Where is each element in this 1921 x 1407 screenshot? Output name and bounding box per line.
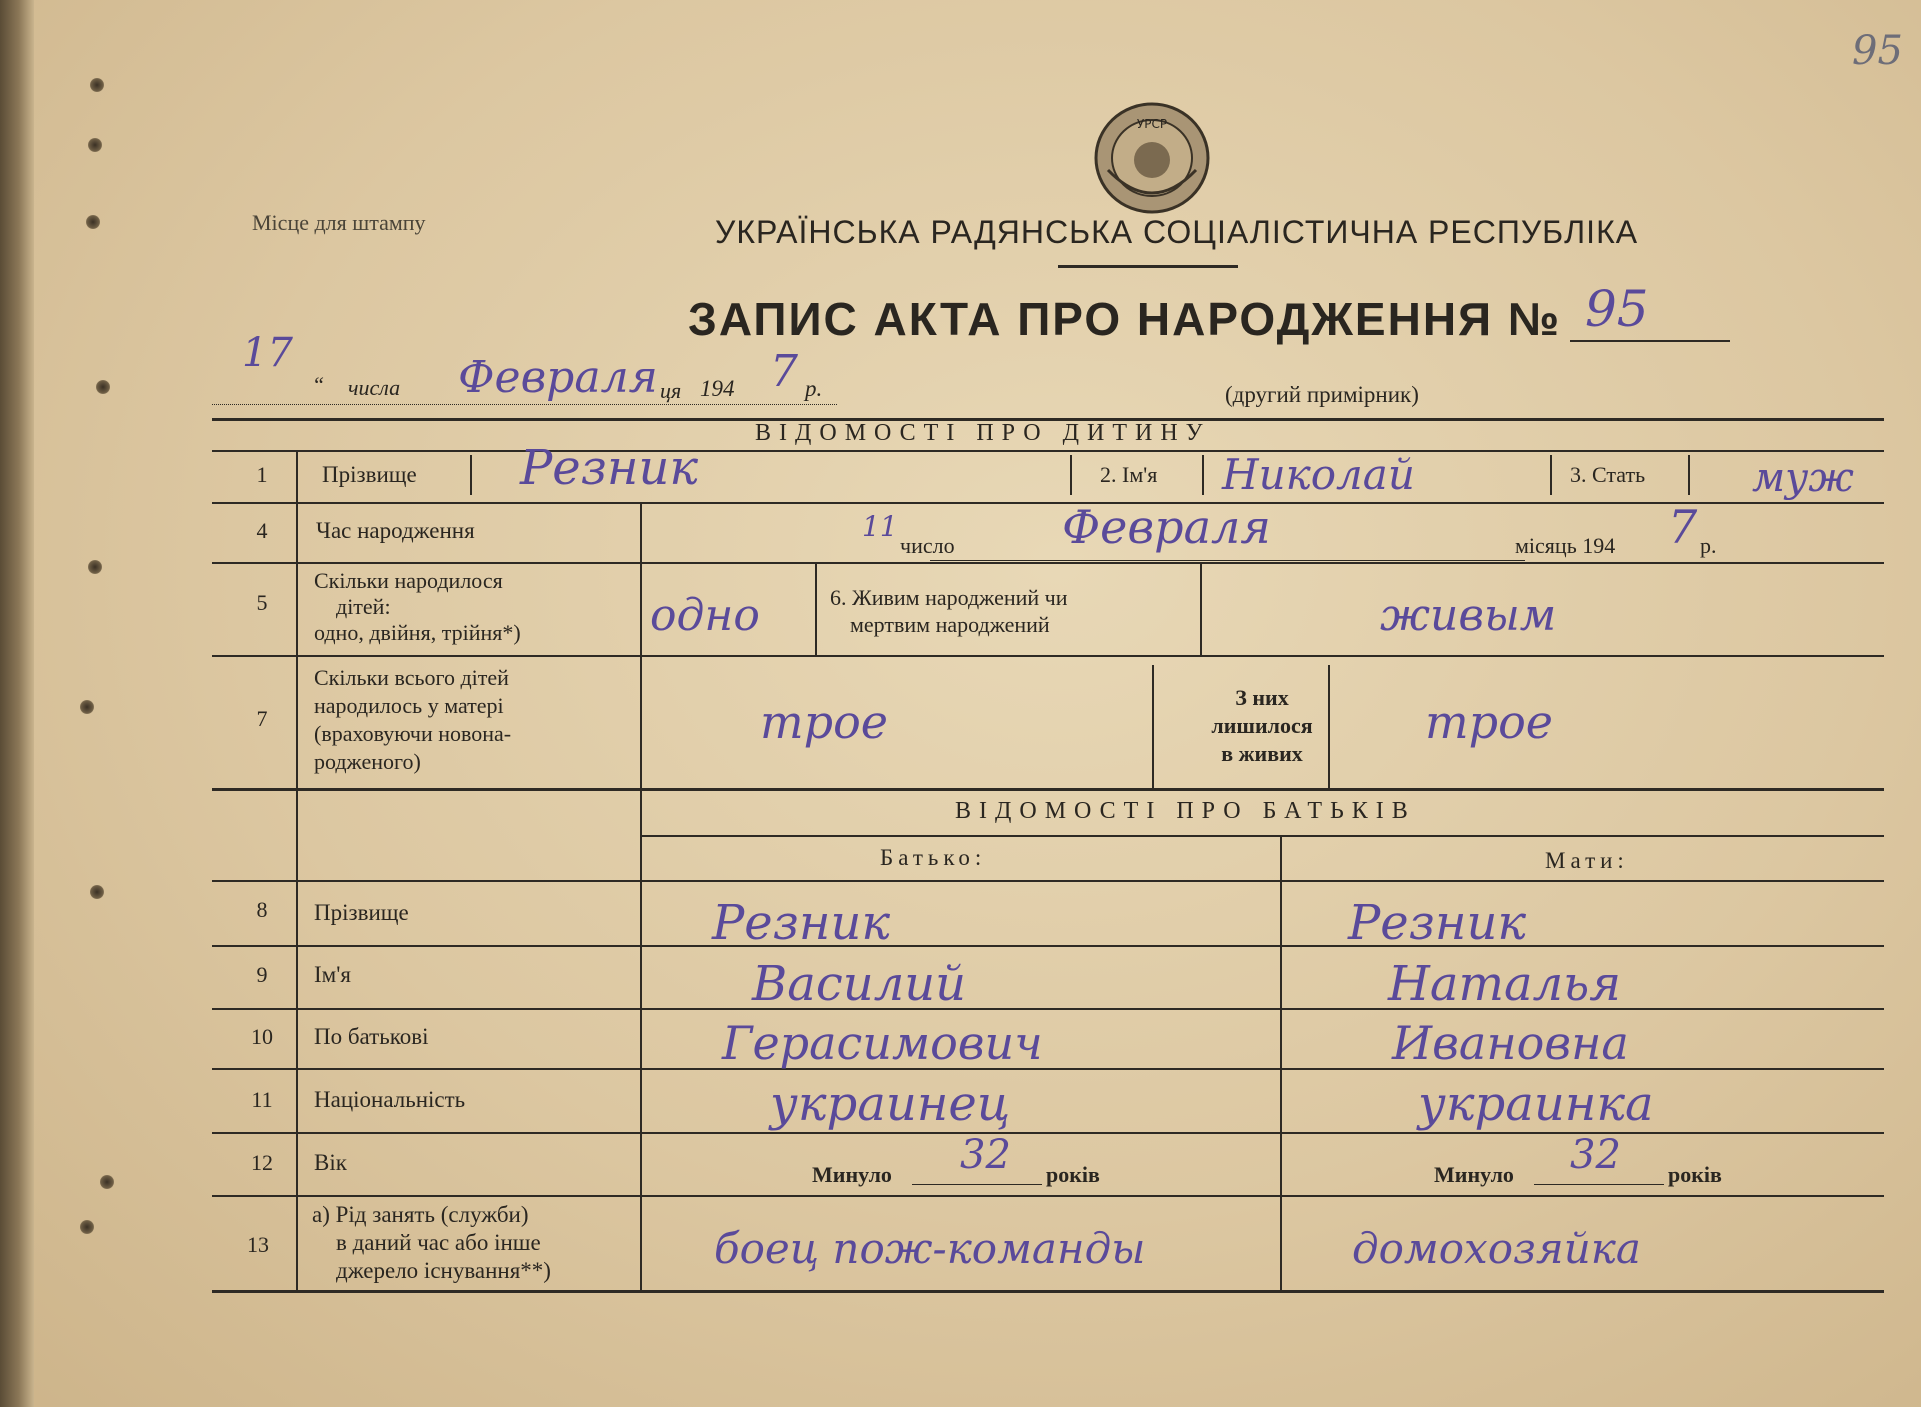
col-border [1280, 835, 1282, 1290]
col-border [815, 562, 817, 655]
birth-year-digit: 7 [1668, 500, 1698, 554]
name-label: 2. Ім'я [1100, 462, 1158, 487]
binding-hole [88, 138, 102, 152]
birth-chyslo-label: число [900, 533, 955, 558]
father-age-suffix: років [1046, 1162, 1100, 1187]
father-age-value: 32 [960, 1132, 1011, 1178]
child-name-value: Николай [1222, 450, 1415, 499]
row-border [212, 880, 642, 882]
record-title: ЗАПИС АКТА ПРО НАРОДЖЕННЯ № [688, 293, 1562, 345]
row-border [212, 1008, 1884, 1010]
sex-label: 3. Стать [1570, 462, 1646, 487]
col-border [1202, 455, 1204, 495]
total-label-4: родженого) [314, 749, 421, 774]
date-year-digit: 7 [770, 346, 798, 397]
row-border [212, 562, 1884, 564]
mother-surname-value: Резник [1348, 895, 1527, 951]
occupation-label-2: в даний час або інше [336, 1230, 541, 1255]
father-patronymic-value: Герасимович [722, 1016, 1043, 1070]
father-surname-value: Резник [712, 895, 891, 951]
date-quote: “ [312, 372, 325, 397]
binding-edge [0, 0, 34, 1407]
section-border [212, 788, 1884, 791]
binding-hole [88, 560, 102, 574]
mother-patronymic-value: Ивановна [1392, 1016, 1629, 1070]
child-surname-value: Резник [520, 440, 699, 496]
row-number: 8 [256, 897, 268, 922]
col-border [1688, 455, 1690, 495]
birth-underline [930, 560, 1525, 561]
date-month: Февраля [458, 352, 658, 403]
col-border [296, 450, 298, 1290]
binding-hole [90, 78, 104, 92]
row-border [212, 1195, 1884, 1197]
emblem-text: УРСР [1136, 117, 1168, 131]
father-age-underline [912, 1184, 1042, 1185]
row-number: 7 [256, 706, 268, 731]
row-border [212, 1068, 1884, 1070]
patronymic-label: По батькові [314, 1024, 429, 1049]
mother-occupation-value: домохозяйка [1352, 1224, 1641, 1273]
nationality-label: Національність [314, 1087, 466, 1112]
binding-hole [90, 885, 104, 899]
total-children-value: трое [760, 695, 888, 749]
row-number: 10 [251, 1024, 273, 1049]
date-year-prefix: 194 [700, 376, 735, 401]
row-border [212, 945, 1884, 947]
birth-year-suffix: р. [1700, 533, 1717, 558]
binding-hole [80, 700, 94, 714]
total-label-2: народилось у матері [314, 693, 504, 718]
row-number: 4 [256, 518, 268, 543]
alive-value: живым [1380, 590, 1557, 641]
date-month-suffix: ця [660, 378, 682, 403]
father-header: Батько: [880, 845, 987, 870]
occupation-label-3: джерело існування**) [336, 1258, 551, 1283]
birth-time-label: Час народження [316, 518, 475, 543]
binding-hole [96, 380, 110, 394]
alive-label-1: 6. Живим народжений чи [830, 585, 1068, 610]
stamp-place-label: Місце для штампу [252, 210, 426, 235]
occupation-label-1: а) Рід занять (служби) [312, 1202, 529, 1227]
row-number: 11 [251, 1087, 273, 1112]
row-number: 5 [256, 590, 268, 615]
births-count-value: одно [650, 590, 760, 641]
col-border [1200, 562, 1202, 655]
record-number-underline [1570, 340, 1730, 342]
row-border [212, 1132, 1884, 1134]
table-bottom-border [212, 1290, 1884, 1293]
row-border [640, 880, 1884, 882]
page-number: 95 [1852, 28, 1903, 74]
date-underline [212, 404, 837, 405]
date-year-suffix: р. [805, 376, 823, 401]
row-number: 13 [247, 1232, 269, 1257]
total-label-1: Скільки всього дітей [314, 665, 509, 690]
binding-hole [86, 215, 100, 229]
surname-label: Прізвище [322, 462, 417, 487]
record-number: 95 [1585, 280, 1649, 338]
emblem-icon [1088, 98, 1216, 216]
col-border [1152, 665, 1154, 788]
parent-name-label: Ім'я [314, 962, 351, 987]
row-border [212, 450, 1884, 452]
age-label: Вік [314, 1150, 347, 1175]
col-border [1550, 455, 1552, 495]
surviving-label-3: в живих [1221, 741, 1303, 766]
birth-month-label: місяць 194 [1515, 533, 1616, 558]
binding-hole [100, 1175, 114, 1189]
col-border [640, 502, 642, 1290]
child-section-header: ВІДОМОСТІ ПРО ДИТИНУ [755, 420, 1211, 446]
father-nationality-value: украинец [770, 1076, 1011, 1132]
surviving-label-2: лишилося [1211, 713, 1313, 738]
date-day: 17 [242, 330, 293, 376]
mother-age-suffix: років [1668, 1162, 1722, 1187]
surviving-label-1: З них [1235, 685, 1289, 710]
col-border [470, 455, 472, 495]
mother-nationality-value: украинка [1418, 1076, 1654, 1132]
births-count-label-2: дітей: [336, 594, 391, 619]
binding-hole [80, 1220, 94, 1234]
mother-name-value: Наталья [1388, 956, 1622, 1012]
mother-age-value: 32 [1570, 1132, 1621, 1178]
father-name-value: Василий [752, 956, 967, 1012]
row-border [640, 835, 1884, 837]
father-occupation-value: боец пож-команды [714, 1224, 1146, 1273]
col-border [1070, 455, 1072, 495]
row-number: 9 [256, 962, 268, 987]
alive-label-2: мертвим народжений [850, 612, 1050, 637]
copy-label: (другий примірник) [1225, 382, 1419, 407]
mother-age-underline [1534, 1184, 1664, 1185]
row-border [212, 655, 1884, 657]
total-label-3: (враховуючи новона- [314, 721, 512, 746]
birth-day-value: 11 [862, 510, 898, 543]
row-number: 1 [256, 462, 268, 487]
births-count-label-1: Скільки народилося [314, 568, 503, 593]
republic-title: УКРАЇНСЬКА РАДЯНСЬКА СОЦІАЛІСТИЧНА РЕСПУБЛІКА [715, 214, 1639, 250]
birth-month-value: Февраля [1062, 500, 1271, 554]
row-border [212, 502, 1884, 504]
child-sex-value: муж [1752, 455, 1854, 501]
mother-age-prefix: Минуло [1434, 1162, 1514, 1187]
mother-header: Мати: [1545, 848, 1629, 873]
father-age-prefix: Минуло [812, 1162, 892, 1187]
parents-section-header: ВІДОМОСТІ ПРО БАТЬКІВ [955, 798, 1416, 824]
parent-surname-label: Прізвище [314, 900, 409, 925]
surviving-value: трое [1425, 695, 1553, 749]
title-divider [1058, 265, 1238, 268]
row-number: 12 [251, 1150, 273, 1175]
date-chyslo-label: числа [348, 375, 401, 400]
births-count-label-3: одно, двійня, трійня*) [314, 620, 521, 645]
